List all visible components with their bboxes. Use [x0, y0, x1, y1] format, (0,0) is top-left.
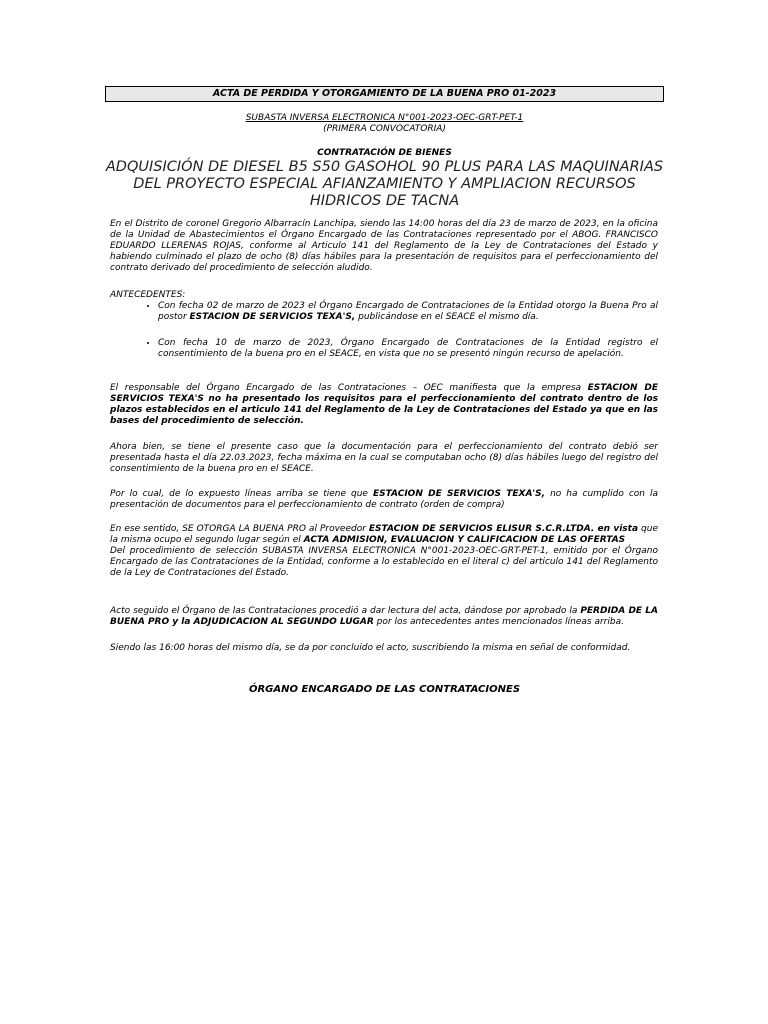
paragraph-ahora-bien: Ahora bien, se tiene el presente caso que la documentación para el perfeccionamiento del contrato debió ser presentada hasta el día 22.03.2023, fecha máxima en la cual se computaban ocho (8) días hábiles luego del registro del consentimiento de la buena pro en el SEACE. — [110, 442, 658, 474]
antecedente-1-tail: publicándose en el SEACE el mismo día. — [355, 312, 539, 322]
p6-text: Acto seguido el Órgano de las Contrataciones procedió a dar lectura del acta, dándose por aprobado la — [110, 606, 581, 616]
antecedente-1-text: Con fecha 02 de marzo de 2023 el Órgano Encargado de Contrataciones de la Entidad otorgo la Buena Pro al postor — [158, 301, 658, 322]
subasta-line-1: SUBASTA INVERSA ELECTRONICA N°001-2023-OEC-GRT-PET-1 — [245, 113, 524, 123]
document-title: ACTA DE PERDIDA Y OTORGAMIENTO DE LA BUENA PRO 01-2023 — [105, 86, 664, 102]
p4-tail: no ha cumplido con la presentación de documentos para el perfeccionamiento de contrato (orden de compra) — [110, 489, 659, 510]
antecedentes-section — [110, 290, 658, 360]
antecedente-item-2 — [158, 338, 658, 360]
paragraph-acto-seguido — [110, 606, 658, 628]
p5-procedimiento: Del procedimiento de selección SUBASTA INVERSA ELECTRONICA N°001-2023-OEC-GRT-PET-1, emitido por el Órgano Encargado de las Contrataciones de la Entidad, conforme a lo establecido en el literal c) del articulo 141 del Reglamento de la Ley de Contrataciones del Estado. — [110, 546, 658, 578]
p4-text: Por lo cual, de lo expuesto líneas arriba se tiene que — [110, 489, 373, 499]
signature-heading: ÓRGANO ENCARGADO DE LAS CONTRATACIONES — [248, 684, 521, 695]
acquisition-headline: ADQUISICIÓN DE DIESEL B5 S50 GASOHOL 90 PLUS PARA LAS MAQUINARIAS DEL PROYECTO ESPECIAL AFIANZAMIENTO Y AMPLIACION RECURSOS HIDRICOS DE TACNA — [105, 159, 664, 209]
p5-bold-2: ACTA ADMISION, EVALUACION Y CALIFICACION DE LAS OFERTAS — [303, 535, 626, 545]
p2-text: El responsable del Órgano Encargado de las Contrataciones – OEC manifiesta que la empresa — [110, 383, 588, 393]
p6-tail: por los antecedentes antes mencionados líneas arriba. — [373, 617, 624, 627]
paragraph-intro: En el Distrito de coronel Gregorio Albarracín Lanchipa, siendo las 14:00 horas del día 23 de marzo de 2023, en la oficina de la Unidad de Abastecimientos el Órgano Encargado de las Contrataciones representado por el ABOG. FRANCISCO EDUARDO LLERENAS ROJAS, conforme al Articulo 141 del Reglamento de la Ley de Contrataciones del Estado y habiendo culminado el plazo de ocho (8) días hábiles para la presentación de requisitos para el perfeccionamiento del contrato derivado del procedimiento de selección aludido. — [110, 219, 658, 273]
p5-bold-1: ESTACION DE SERVICIOS ELISUR S.C.R.LTDA. en vista — [368, 524, 639, 534]
antecedentes-list — [110, 301, 658, 360]
p4-bold: ESTACION DE SERVICIOS TEXA'S, — [372, 489, 546, 499]
subasta-reference — [105, 113, 664, 135]
p5-text: En ese sentido, SE OTORGA LA BUENA PRO al Proveedor — [110, 524, 369, 534]
subasta-line-2: (PRIMERA CONVOCATORIA) — [323, 124, 446, 134]
contratacion-heading: CONTRATACIÓN DE BIENES — [317, 148, 452, 158]
paragraph-responsable — [110, 383, 658, 427]
paragraph-conclusion: Siendo las 16:00 horas del mismo día, se da por concluido el acto, suscribiendo la misma en señal de conformidad. — [110, 643, 631, 653]
antecedente-item-1 — [158, 301, 658, 323]
antecedentes-label: ANTECEDENTES: — [110, 290, 186, 300]
antecedente-2-text: Con fecha 10 de marzo de 2023, Órgano Encargado de Contrataciones de la Entidad registro el consentimiento de la buena pro en el SEACE, en vista que no se presentó ningún recurso de apelación. — [158, 338, 658, 359]
p5-middle: que la misma ocupo el segundo lugar según el — [110, 524, 658, 545]
paragraph-por-lo-cual — [110, 489, 658, 511]
antecedente-1-bold: ESTACION DE SERVICIOS TEXA'S, — [189, 312, 356, 322]
paragraph-otorga-buena-pro — [110, 524, 658, 579]
p2-bold: ESTACION DE SERVICIOS TEXA'S no ha presentado los requisitos para el perfeccionamiento del contrato dentro de los plazos establecidos en el articulo 141 del Reglamento de la Ley de Contrataciones del Estado ya que en las bases del procedimiento de selección. — [110, 383, 658, 426]
p6-bold: PERDIDA DE LA BUENA PRO y la ADJUDICACION AL SEGUNDO LUGAR — [110, 606, 659, 627]
